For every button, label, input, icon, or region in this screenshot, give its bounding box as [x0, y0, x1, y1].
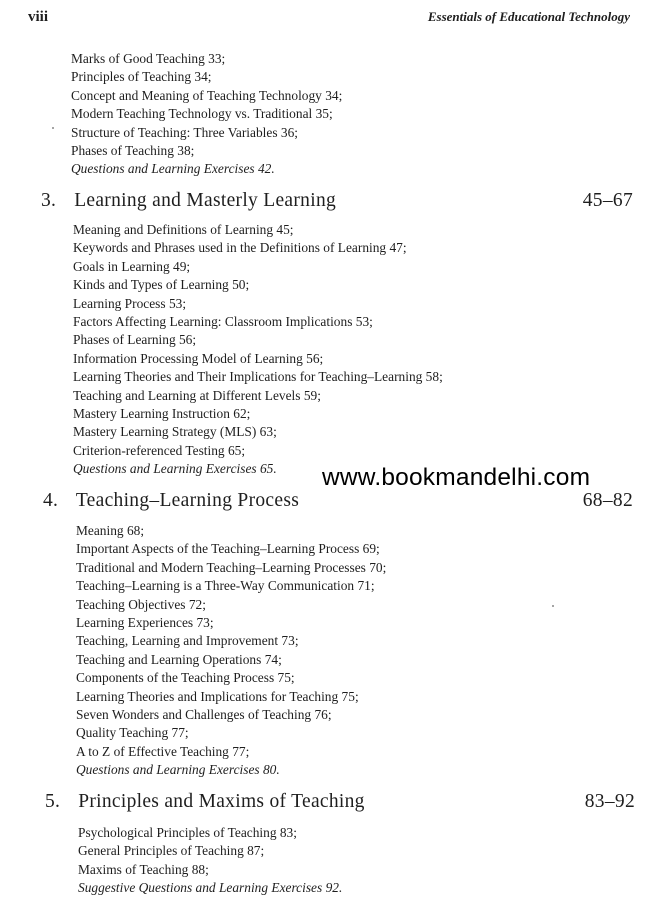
toc-entry: Meaning 68; [76, 523, 145, 538]
toc-exercises-entry: Questions and Learning Exercises 65. [73, 461, 277, 477]
chapter-4-heading [43, 490, 633, 512]
toc-entry: Teaching Objectives 72; [76, 596, 206, 612]
toc-entry: A to Z of Effective Teaching 77; [76, 743, 250, 759]
toc-entry: Kinds and Types of Learning 50; [73, 277, 250, 293]
toc-entry: Marks of Good Teaching 33; [71, 51, 226, 66]
toc-entry: Teaching and Learning at Different Levels 59; [73, 387, 321, 403]
toc-entry: Factors Affecting Learning: Classroom Implications 53; [73, 314, 373, 330]
chapter-5-entries [78, 824, 342, 898]
toc-entry: Principles of Teaching 34; [71, 69, 212, 85]
toc-entry: Teaching, Learning and Improvement 73; [76, 633, 299, 649]
toc-entry: Teaching and Learning Operations 74; [76, 651, 282, 667]
toc-entry: Traditional and Modern Teaching–Learning Processes 70; [76, 559, 387, 575]
toc-entry: Criterion-referenced Testing 65; [73, 442, 246, 458]
chapter-page-range: 68–82 [582, 490, 633, 511]
toc-entry: Keywords and Phrases used in the Definitions of Learning 47; [73, 240, 407, 256]
watermark-url: www.bookmandelhi.com [322, 464, 591, 491]
running-title: Essentials of Educational Technology [427, 9, 630, 24]
chapter-title: Teaching–Learning Process [75, 490, 300, 511]
toc-entry: Learning Process 53; [73, 295, 187, 311]
toc-entry: Psychological Principles of Teaching 83; [78, 825, 297, 840]
toc-exercises-entry: Questions and Learning Exercises 42. [71, 161, 275, 177]
toc-entry: Phases of Teaching 38; [71, 143, 195, 159]
chapter-title: Principles and Maxims of Teaching [78, 791, 365, 812]
chapter-4-entries [76, 522, 386, 780]
toc-entry: Mastery Learning Instruction 62; [73, 406, 251, 422]
toc-entry: Information Processing Model of Learning 56; [73, 350, 324, 366]
toc-entry: Learning Theories and Implications for Teaching 75; [76, 688, 359, 704]
chapter-page-range: 45–67 [582, 190, 633, 211]
toc-entry: Learning Experiences 73; [76, 615, 214, 631]
toc-entry: Mastery Learning Strategy (MLS) 63; [73, 424, 277, 440]
chapter-3-entries [73, 221, 443, 479]
toc-entry: Meaning and Definitions of Learning 45; [73, 222, 294, 237]
toc-entry: Seven Wonders and Challenges of Teaching 76; [76, 707, 332, 723]
toc-entry: Phases of Learning 56; [73, 332, 197, 348]
chapter-number: 4. [43, 490, 59, 511]
toc-entry: Goals in Learning 49; [73, 258, 191, 274]
toc-exercises-entry: Questions and Learning Exercises 80. [76, 762, 280, 778]
toc-entry: Important Aspects of the Teaching–Learning Process 69; [76, 541, 380, 557]
toc-entry: Maxims of Teaching 88; [78, 861, 209, 877]
chapter-number: 3. [41, 190, 57, 211]
scan-speck [552, 605, 554, 607]
chapter-5-heading [45, 791, 635, 813]
toc-entry: Structure of Teaching: Three Variables 36; [71, 124, 299, 140]
toc-entry: Modern Teaching Technology vs. Traditional 35; [71, 106, 333, 122]
scan-speck [52, 127, 54, 129]
toc-entry: Teaching–Learning is a Three-Way Communication 71; [76, 578, 375, 594]
toc-entry: Components of the Teaching Process 75; [76, 670, 295, 686]
toc-exercises-entry: Suggestive Questions and Learning Exercises 92. [78, 880, 343, 896]
toc-entry: Learning Theories and Their Implications for Teaching–Learning 58; [73, 369, 443, 385]
chapter-page-range: 83–92 [584, 791, 635, 812]
chapter-title: Learning and Masterly Learning [74, 190, 337, 211]
page-number: viii [28, 9, 49, 25]
toc-entry: Concept and Meaning of Teaching Technology 34; [71, 87, 343, 103]
toc-entry: General Principles of Teaching 87; [78, 843, 265, 859]
chapter-number: 5. [45, 791, 61, 812]
chapter-3-heading [41, 190, 633, 212]
chapter-2-entries [71, 50, 342, 179]
toc-entry: Quality Teaching 77; [76, 725, 189, 741]
